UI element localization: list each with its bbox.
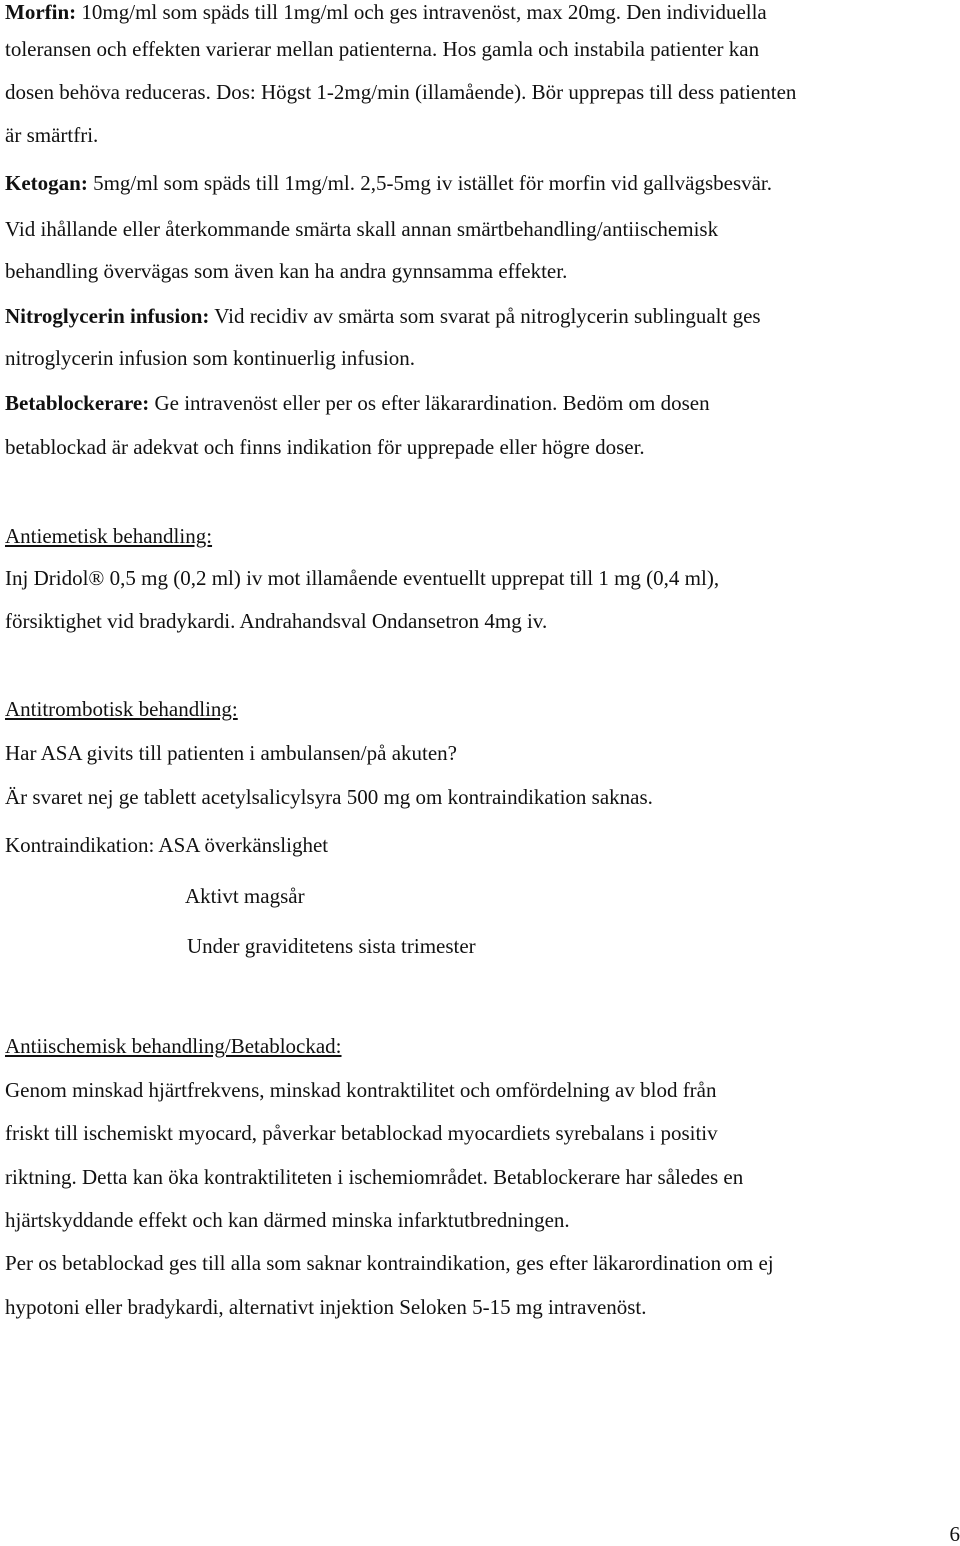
morfin-paragraph-line-2: toleransen och effekten varierar mellan patienterna. Hos gamla och instabila patienter kan [5,37,759,61]
page-number: 6 [950,1522,960,1546]
antiischemisk-line-5: Per os betablockad ges till alla som saknar kontraindikation, ges efter läkarordination om ej [5,1251,774,1275]
ketogan-label: Ketogan: [5,171,88,195]
antitrombotisk-line-3: Kontraindikation: ASA överkänslighet [5,833,328,857]
morfin-text: 10mg/ml som späds till 1mg/ml och ges intravenöst, max 20mg. Den individuella [76,0,767,24]
betablockerare-paragraph-line-2: betablockad är adekvat och finns indikation för upprepade eller högre doser. [5,435,645,459]
betablockerare-label: Betablockerare: [5,391,149,415]
morfin-paragraph-line-1 [5,0,767,24]
antiischemisk-line-4: hjärtskyddande effekt och kan därmed minska infarktutbredningen. [5,1208,570,1232]
vid-paragraph-line-2: behandling övervägas som även kan ha andra gynnsamma effekter. [5,259,567,283]
ketogan-paragraph [5,171,772,195]
nitroglycerin-paragraph-line-1 [5,304,761,328]
antitrombotisk-line-5: Under graviditetens sista trimester [187,934,476,958]
antitrombotisk-line-1: Har ASA givits till patienten i ambulansen/på akuten? [5,741,457,765]
antiemetisk-line-2: försiktighet vid bradykardi. Andrahandsval Ondansetron 4mg iv. [5,609,547,633]
antitrombotisk-heading: Antitrombotisk behandling: [5,697,238,721]
nitroglycerin-label: Nitroglycerin infusion: [5,304,209,328]
nitroglycerin-text: Vid recidiv av smärta som svarat på nitroglycerin sublingualt ges [209,304,760,328]
morfin-paragraph-line-3: dosen behöva reduceras. Dos: Högst 1-2mg/min (illamående). Bör upprepas till dess patienten [5,80,796,104]
morfin-label: Morfin: [5,0,76,24]
antiemetisk-line-1: Inj Dridol® 0,5 mg (0,2 ml) iv mot illamående eventuellt upprepat till 1 mg (0,4 ml), [5,566,719,590]
ketogan-text: 5mg/ml som späds till 1mg/ml. 2,5-5mg iv istället för morfin vid gallvägsbesvär. [88,171,772,195]
morfin-paragraph-line-4: är smärtfri. [5,123,98,147]
vid-paragraph-line-1: Vid ihållande eller återkommande smärta skall annan smärtbehandling/antiischemisk [5,217,718,241]
betablockerare-paragraph-line-1 [5,391,710,415]
antiischemisk-line-1: Genom minskad hjärtfrekvens, minskad kontraktilitet och omfördelning av blod från [5,1078,717,1102]
antitrombotisk-line-4: Aktivt magsår [185,884,305,908]
betablockerare-text: Ge intravenöst eller per os efter läkarardination. Bedöm om dosen [149,391,709,415]
antiischemisk-line-6: hypotoni eller bradykardi, alternativt injektion Seloken 5-15 mg intravenöst. [5,1295,647,1319]
antiischemisk-heading: Antiischemisk behandling/Betablockad: [5,1034,342,1058]
antiischemisk-line-3: riktning. Detta kan öka kontraktiliteten i ischemiområdet. Betablockerare har således en [5,1165,743,1189]
antiischemisk-line-2: friskt till ischemiskt myocard, påverkar betablockad myocardiets syrebalans i positiv [5,1121,718,1145]
nitroglycerin-paragraph-line-2: nitroglycerin infusion som kontinuerlig infusion. [5,346,415,370]
antiemetisk-heading: Antiemetisk behandling: [5,524,212,548]
antitrombotisk-line-2: Är svaret nej ge tablett acetylsalicylsyra 500 mg om kontraindikation saknas. [5,785,653,809]
